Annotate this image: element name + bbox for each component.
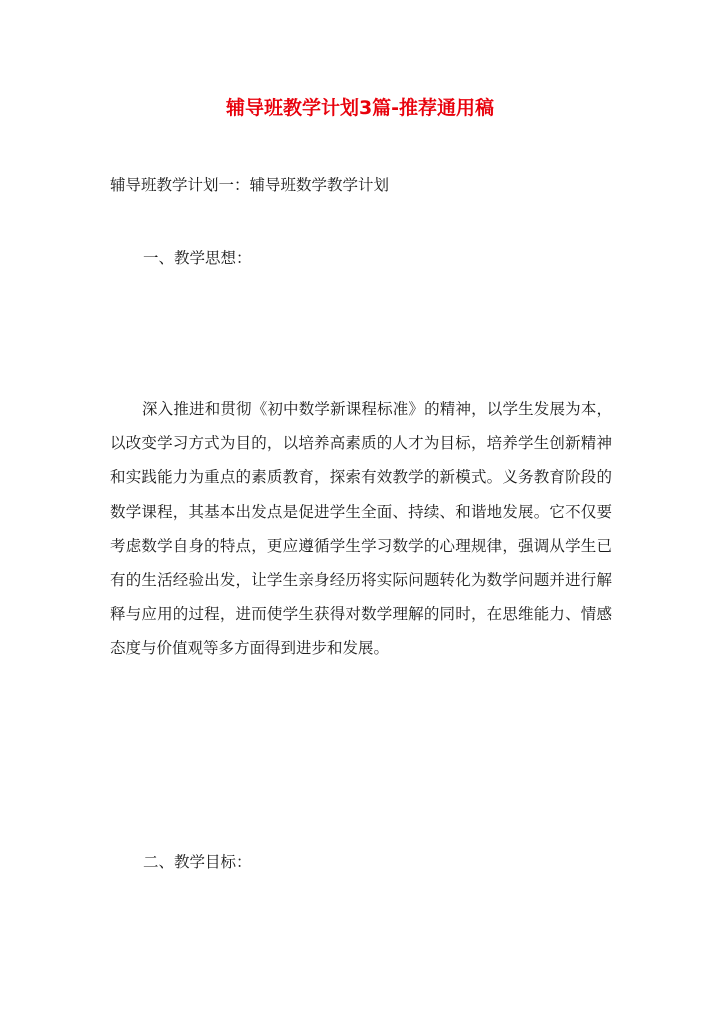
section-heading-teaching-philosophy: 一、教学思想： (143, 249, 252, 267)
document-title: 辅导班教学计划3篇-推荐通用稿 (225, 97, 495, 119)
body-paragraph: 深入推进和贯彻《初中数学新课程标准》的精神，以学生发展为本，以改变学习方式为目的，以培养高素质的人才为目标，培养学生创新精神和实践能力为重点的素质教育，探索有效教学的新模式。义务教育阶段的数学课程，其基本出发点是促进学生全面、持续、和谐地发展。它不仅要考虑数学自身的特点，更应遵循学生学习数学的心理规律，强调从学生已有的生活经验出发，让学生亲身经历将实际问题转化为数学问题并进行解释与应用的过程，进而使学生获得对数学理解的同时，在思维能力、情感态度与价值观等多方面得到进步和发展。 (110, 400, 612, 658)
section-heading-teaching-goals: 二、教学目标： (143, 853, 252, 871)
plan-subheading: 辅导班教学计划一：辅导班数学教学计划 (110, 176, 390, 194)
